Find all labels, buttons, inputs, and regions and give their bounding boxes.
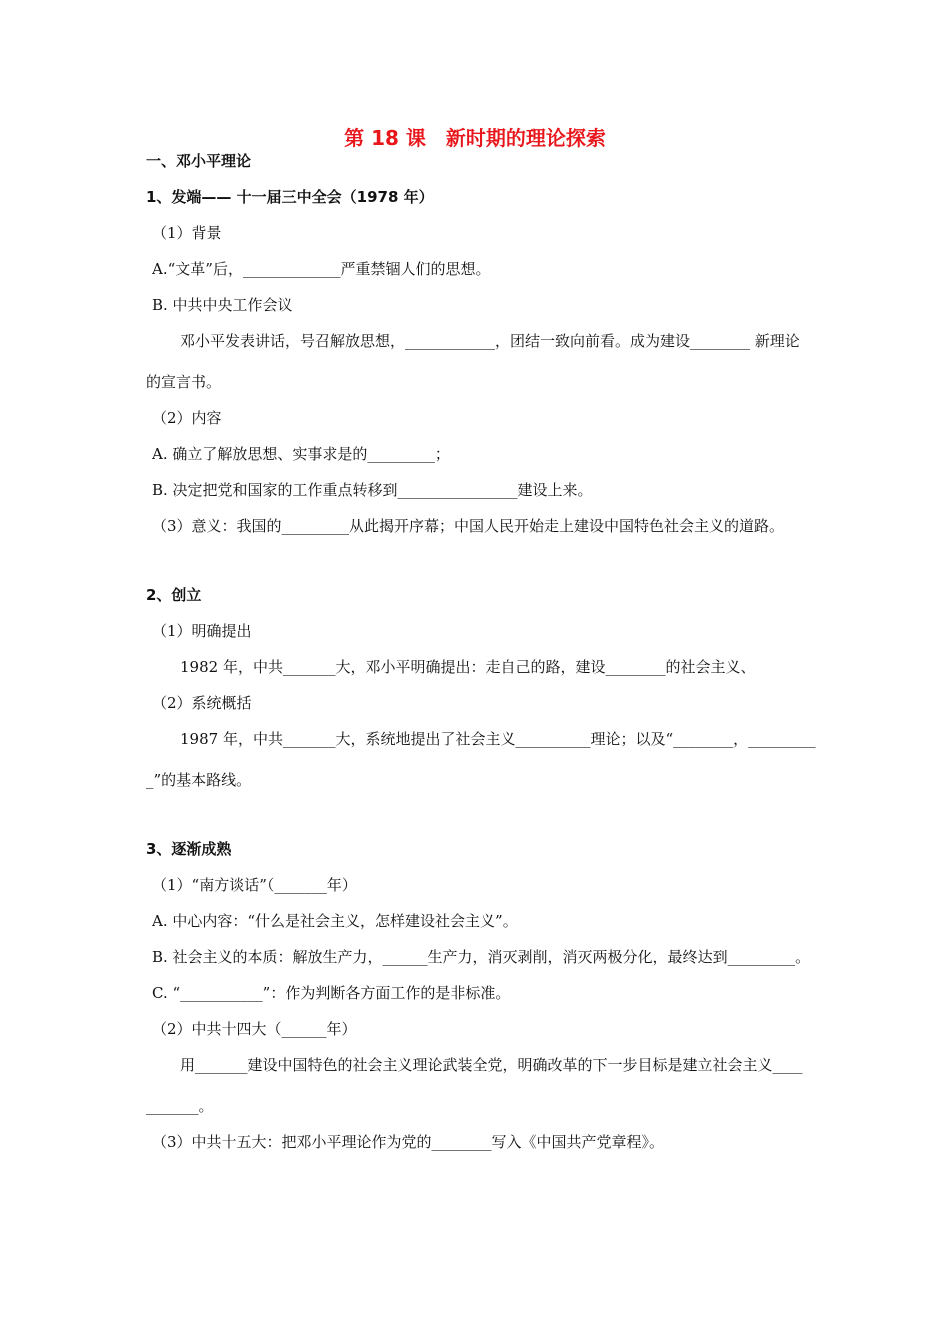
fill-in-line: 邓小平发表讲话，号召解放思想，____________，团结一致向前看。成为建设________ 新理论 [180,332,800,350]
fill-in-line-continued: _”的基本路线。 [146,771,252,789]
subsection-heading: 3、逐渐成熟 [146,840,232,858]
fill-in-line: （3）中共十五大：把邓小平理论作为党的________写入《中国共产党章程》。 [152,1133,665,1151]
fill-in-line: （1）“南方谈话”（_______年） [152,876,357,894]
fill-in-line: （2）中共十四大（______年） [152,1020,357,1038]
fill-in-line: C. “___________”：作为判断各方面工作的是非标准。 [152,984,511,1002]
fill-in-line: B. 决定把党和国家的工作重点转移到________________建设上来。 [152,481,593,499]
subsection-heading: 1、发端—— 十一届三中全会（1978 年） [146,188,434,206]
subsection-heading: 2、创立 [146,586,202,604]
fill-in-line: B. 社会主义的本质：解放生产力，______生产力，消灭剥削，消灭两极分化，最终达到_________。 [152,948,811,966]
fill-in-line-continued: 的宣言书。 [146,373,222,391]
fill-in-line: 1982 年，中共_______大，邓小平明确提出：走自己的路，建设________的社会主义、 [180,658,756,676]
item-label: （2）系统概括 [152,694,252,712]
fill-in-line: （3）意义：我国的_________从此揭开序幕；中国人民开始走上建设中国特色社会主义的道路。 [152,517,785,535]
section-heading: 一、邓小平理论 [146,152,252,170]
fill-in-line: 1987 年，中共_______大，系统地提出了社会主义__________理论；以及“________，_________ [180,730,816,748]
fill-in-line-continued: _______。 [146,1097,214,1115]
lesson-title: 第 18 课 新时期的理论探索 [344,126,606,150]
item-text: B. 中共中央工作会议 [152,296,293,314]
fill-in-line: A.“文革”后，_____________严重禁锢人们的思想。 [152,260,491,278]
item-text: A. 中心内容：“什么是社会主义，怎样建设社会主义”。 [152,912,518,930]
fill-in-line: 用_______建设中国特色的社会主义理论武装全党，明确改革的下一步目标是建立社会主义____ [180,1056,803,1074]
item-label: （1）背景 [152,224,222,242]
fill-in-line: A. 确立了解放思想、实事求是的_________； [152,445,450,463]
item-label: （2）内容 [152,409,222,427]
item-label: （1）明确提出 [152,622,252,640]
